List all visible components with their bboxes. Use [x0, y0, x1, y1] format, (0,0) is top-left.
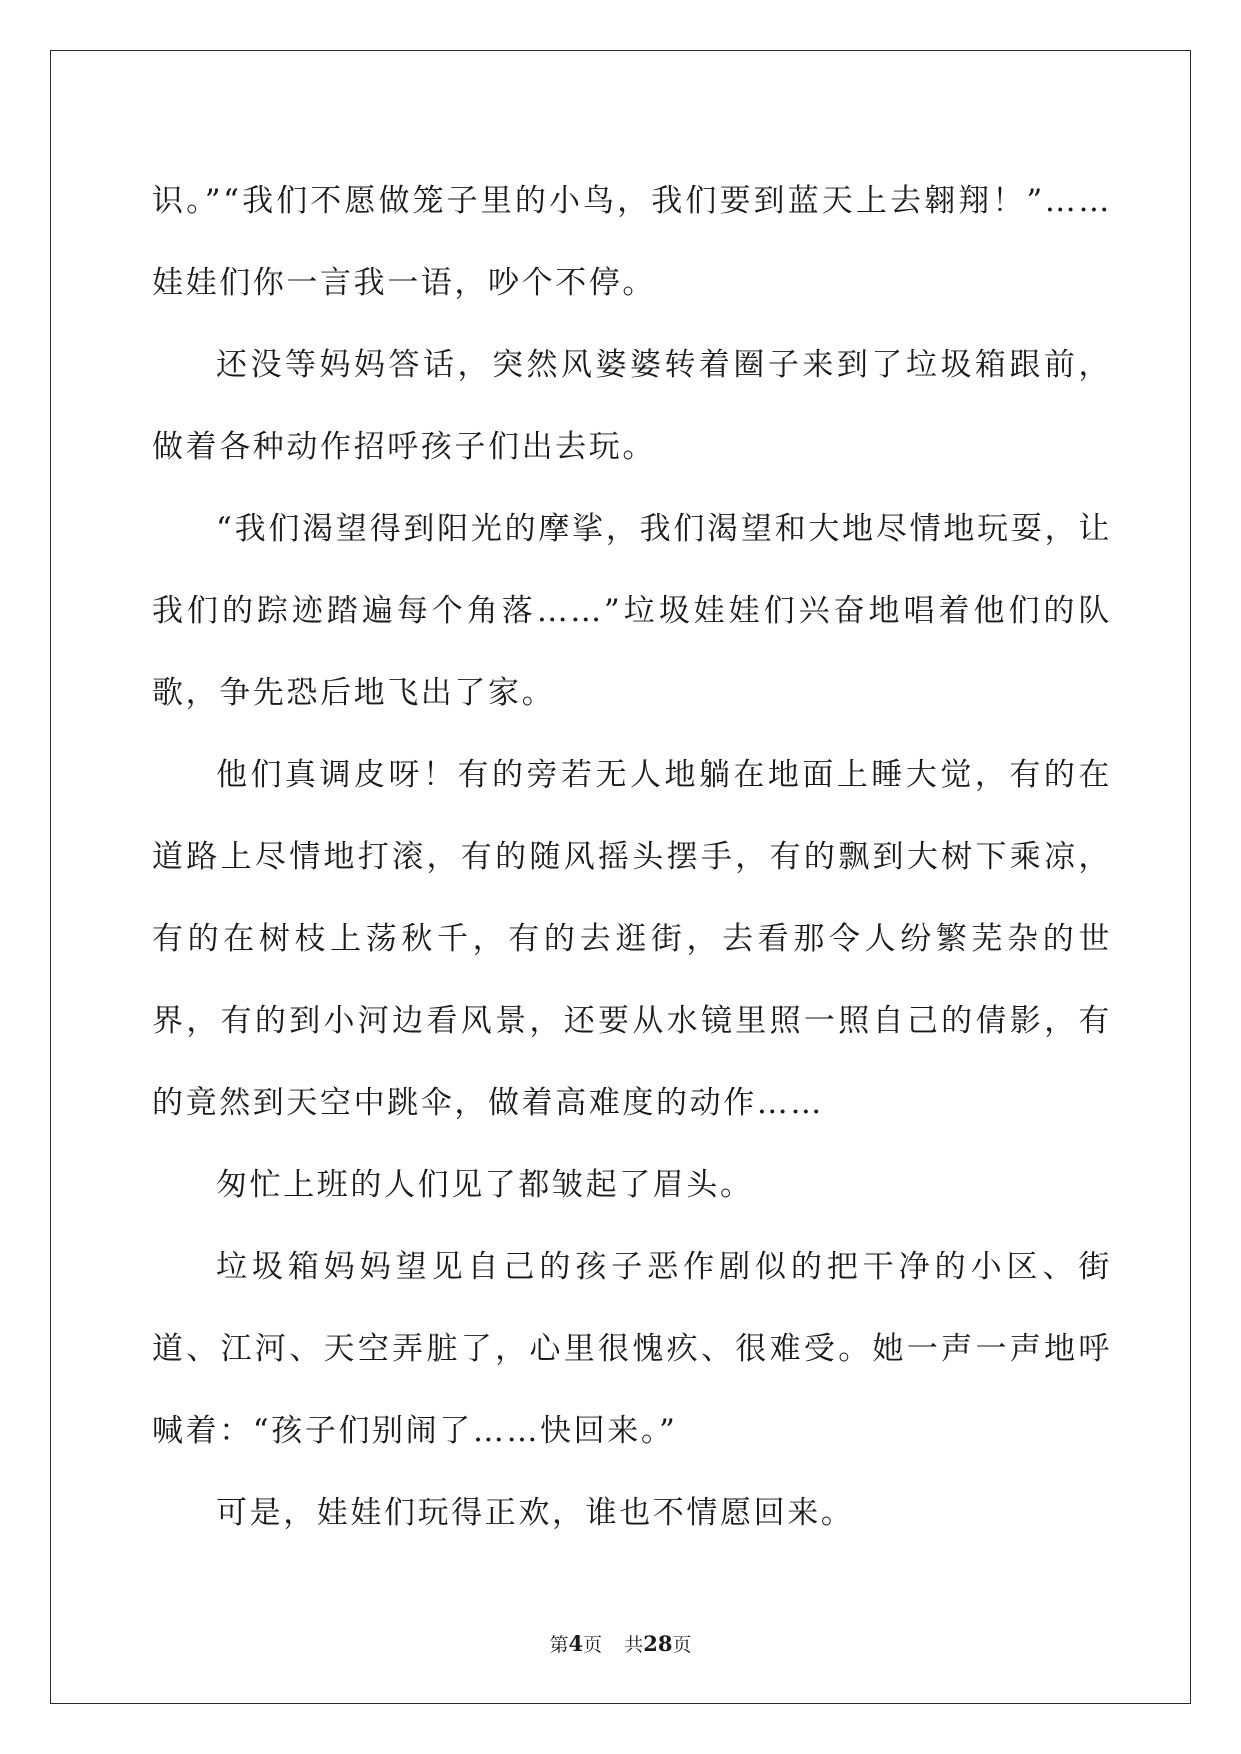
footer-prefix: 第: [549, 1634, 569, 1656]
document-body: [152, 160, 1112, 1554]
paragraph-3: “我们渴望得到阳光的摩挲，我们渴望和大地尽情地玩耍，让我们的踪迹踏遍每个角落……”垃圾娃娃们兴奋地唱着他们的队歌，争先恐后地飞出了家。: [152, 511, 1112, 711]
total-page-count: 28: [643, 1631, 673, 1656]
page-footer: [0, 1630, 1241, 1657]
footer-total-prefix: 共: [624, 1634, 644, 1656]
paragraph-6: 垃圾箱妈妈望见自己的孩子恶作剧似的把干净的小区、街道、江河、天空弄脏了，心里很愧疚、很难受。她一声一声地呼喊着：“孩子们别闹了……快回来。”: [152, 1249, 1112, 1449]
footer-total-suffix: 页: [672, 1634, 692, 1656]
paragraph-5: 匆忙上班的人们见了都皱起了眉头。: [216, 1167, 754, 1203]
footer-page-suffix: 页: [583, 1634, 603, 1656]
paragraph-4: 他们真调皮呀！有的旁若无人地躺在地面上睡大觉，有的在道路上尽情地打滚，有的随风摇头摆手，有的飘到大树下乘凉，有的在树枝上荡秋千，有的去逛街，去看那令人纷繁芜杂的世界，有的到小河边看风景，还要从水镜里照一照自己的倩影，有的竟然到天空中跳伞，做着高难度的动作……: [152, 757, 1112, 1121]
current-page-number: 4: [568, 1631, 584, 1656]
paragraph-7: 可是，娃娃们玩得正欢，谁也不情愿回来。: [216, 1495, 855, 1531]
paragraph-1: 识。”“我们不愿做笼子里的小鸟，我们要到蓝天上去翱翔！”……娃娃们你一言我一语，吵个不停。: [152, 183, 1112, 301]
paragraph-2: 还没等妈妈答话，突然风婆婆转着圈子来到了垃圾箱跟前，做着各种动作招呼孩子们出去玩。: [152, 347, 1112, 465]
